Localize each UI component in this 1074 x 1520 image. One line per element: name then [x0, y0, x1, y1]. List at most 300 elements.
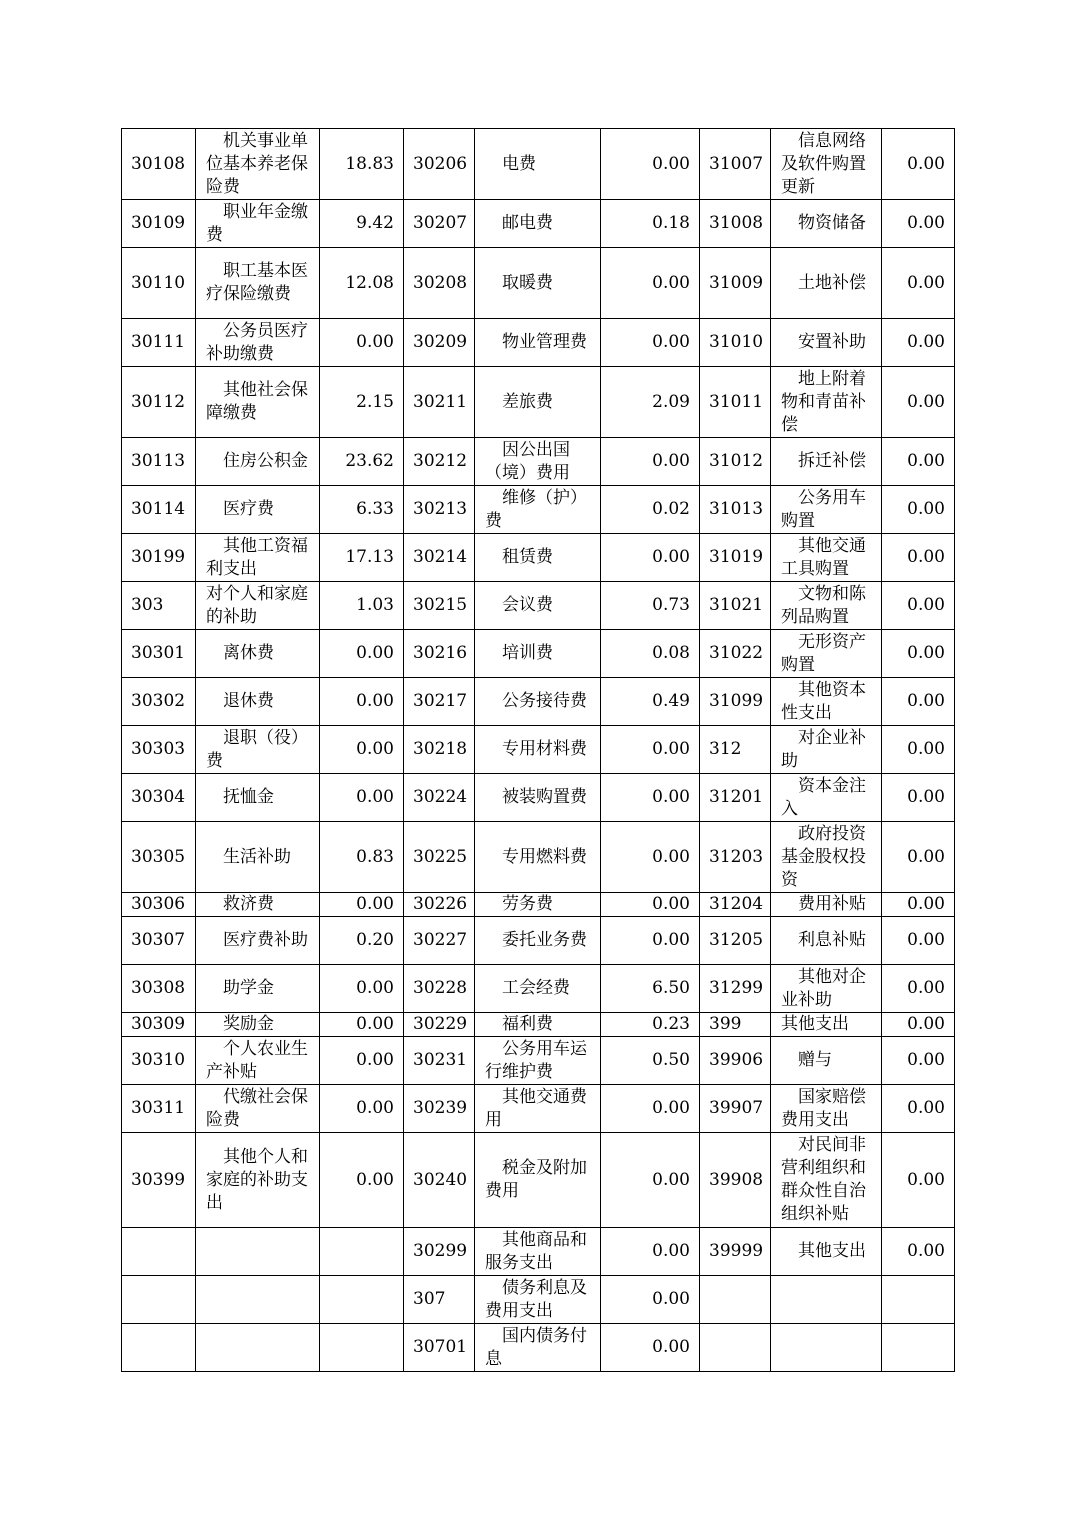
code-cell: 31019 — [700, 534, 771, 582]
name-cell — [475, 367, 601, 438]
name-cell — [196, 1085, 320, 1133]
code-cell: 31203 — [700, 822, 771, 893]
name-cell — [771, 319, 882, 367]
amount-cell: 6.33 — [320, 486, 404, 534]
name-cell — [771, 486, 882, 534]
name-cell — [771, 774, 882, 822]
table-row — [122, 1324, 955, 1372]
item-name: 维修（护）费 — [485, 487, 587, 531]
item-name: 政府投资基金股权投资 — [781, 823, 866, 890]
code-cell: 30299 — [404, 1228, 475, 1276]
item-name: 公务员医疗补助缴费 — [206, 320, 308, 364]
item-name: 劳务费 — [502, 894, 553, 914]
item-name: 地上附着物和青苗补偿 — [781, 368, 866, 435]
code-cell: 30213 — [404, 486, 475, 534]
item-name: 其他支出 — [781, 1014, 849, 1034]
item-name: 其他对企业补助 — [781, 966, 866, 1010]
code-cell — [700, 1324, 771, 1372]
amount-cell: 0.00 — [882, 1228, 955, 1276]
code-cell: 30110 — [122, 248, 196, 319]
code-cell: 30216 — [404, 630, 475, 678]
name-cell — [475, 486, 601, 534]
item-name: 其他交通费用 — [485, 1086, 587, 1130]
amount-cell: 2.09 — [601, 367, 700, 438]
code-cell: 30212 — [404, 438, 475, 486]
amount-cell: 0.00 — [601, 1133, 700, 1228]
code-cell: 30114 — [122, 486, 196, 534]
code-cell: 31008 — [700, 200, 771, 248]
amount-cell: 0.00 — [882, 630, 955, 678]
code-cell — [700, 1276, 771, 1324]
amount-cell — [882, 1276, 955, 1324]
item-name: 差旅费 — [502, 391, 553, 412]
name-cell — [475, 1085, 601, 1133]
table-row — [122, 319, 955, 367]
name-cell — [196, 367, 320, 438]
code-cell: 31205 — [700, 917, 771, 965]
amount-cell: 0.00 — [882, 486, 955, 534]
name-cell — [771, 917, 882, 965]
item-name: 其他资本性支出 — [781, 679, 866, 723]
code-cell: 31299 — [700, 965, 771, 1013]
code-cell: 30303 — [122, 726, 196, 774]
amount-cell: 0.00 — [320, 1085, 404, 1133]
amount-cell: 0.00 — [601, 774, 700, 822]
amount-cell: 0.00 — [320, 678, 404, 726]
item-name: 退职（役）费 — [206, 727, 308, 771]
amount-cell: 0.00 — [882, 1037, 955, 1085]
code-cell: 30207 — [404, 200, 475, 248]
item-name: 离休费 — [223, 643, 274, 663]
name-cell — [196, 630, 320, 678]
amount-cell: 0.00 — [882, 129, 955, 200]
code-cell: 30225 — [404, 822, 475, 893]
table-row — [122, 367, 955, 438]
code-cell: 31012 — [700, 438, 771, 486]
name-cell — [771, 630, 882, 678]
code-cell: 30211 — [404, 367, 475, 438]
code-cell — [122, 1276, 196, 1324]
name-cell — [196, 822, 320, 893]
code-cell: 30224 — [404, 774, 475, 822]
item-name: 文物和陈列品购置 — [781, 583, 866, 627]
name-cell — [475, 248, 601, 319]
table-row — [122, 726, 955, 774]
table-row — [122, 1133, 955, 1228]
amount-cell: 12.08 — [320, 248, 404, 319]
amount-cell: 0.00 — [882, 367, 955, 438]
name-cell — [196, 965, 320, 1013]
code-cell: 30228 — [404, 965, 475, 1013]
amount-cell: 0.23 — [601, 1013, 700, 1037]
amount-cell: 17.13 — [320, 534, 404, 582]
amount-cell: 0.00 — [882, 248, 955, 319]
name-cell — [196, 1037, 320, 1085]
code-cell: 31011 — [700, 367, 771, 438]
item-name: 退休费 — [223, 691, 274, 711]
amount-cell: 0.00 — [882, 726, 955, 774]
name-cell — [771, 893, 882, 917]
amount-cell: 0.08 — [601, 630, 700, 678]
code-cell: 30214 — [404, 534, 475, 582]
item-name: 机关事业单位基本养老保险费 — [206, 130, 308, 197]
name-cell — [475, 822, 601, 893]
name-cell — [475, 893, 601, 917]
name-cell — [196, 1276, 320, 1324]
code-cell: 31022 — [700, 630, 771, 678]
amount-cell: 0.73 — [601, 582, 700, 630]
item-name: 工会经费 — [502, 978, 570, 998]
code-cell: 30209 — [404, 319, 475, 367]
name-cell — [475, 534, 601, 582]
code-cell: 39906 — [700, 1037, 771, 1085]
amount-cell — [320, 1276, 404, 1324]
amount-cell: 0.00 — [320, 1013, 404, 1037]
table-row — [122, 582, 955, 630]
item-name: 其他支出 — [798, 1241, 866, 1261]
amount-cell: 0.00 — [882, 822, 955, 893]
name-cell — [475, 200, 601, 248]
amount-cell: 0.50 — [601, 1037, 700, 1085]
amount-cell: 6.50 — [601, 965, 700, 1013]
code-cell: 30231 — [404, 1037, 475, 1085]
item-name: 个人农业生产补贴 — [206, 1038, 308, 1082]
item-name: 对民间非营利组织和群众性自治组织补贴 — [781, 1135, 866, 1224]
item-name: 债务利息及费用支出 — [485, 1277, 587, 1321]
name-cell — [771, 1085, 882, 1133]
amount-cell: 0.00 — [601, 129, 700, 200]
code-cell: 30302 — [122, 678, 196, 726]
code-cell: 30306 — [122, 893, 196, 917]
name-cell — [771, 1037, 882, 1085]
item-name: 职业年金缴费 — [206, 201, 308, 245]
table-row — [122, 248, 955, 319]
amount-cell: 23.62 — [320, 438, 404, 486]
name-cell — [771, 534, 882, 582]
amount-cell: 0.00 — [601, 534, 700, 582]
name-cell — [196, 248, 320, 319]
amount-cell: 0.20 — [320, 917, 404, 965]
amount-cell: 1.03 — [320, 582, 404, 630]
code-cell: 30229 — [404, 1013, 475, 1037]
item-name: 其他个人和家庭的补助支出 — [206, 1146, 308, 1213]
amount-cell: 0.00 — [601, 248, 700, 319]
item-name: 利息补贴 — [798, 930, 866, 950]
code-cell — [122, 1228, 196, 1276]
name-cell — [771, 1133, 882, 1228]
name-cell — [475, 1133, 601, 1228]
name-cell — [771, 129, 882, 200]
name-cell — [196, 1228, 320, 1276]
name-cell — [196, 582, 320, 630]
item-name: 医疗费补助 — [223, 930, 308, 950]
amount-cell: 0.00 — [882, 774, 955, 822]
item-name: 取暖费 — [502, 272, 553, 293]
amount-cell: 0.00 — [601, 1276, 700, 1324]
amount-cell: 0.18 — [601, 200, 700, 248]
code-cell: 30112 — [122, 367, 196, 438]
amount-cell: 0.00 — [882, 319, 955, 367]
item-name: 抚恤金 — [223, 787, 274, 807]
item-name: 租赁费 — [502, 547, 553, 567]
code-cell: 30108 — [122, 129, 196, 200]
code-cell: 30239 — [404, 1085, 475, 1133]
code-cell: 30301 — [122, 630, 196, 678]
amount-cell: 0.00 — [320, 893, 404, 917]
amount-cell: 0.83 — [320, 822, 404, 893]
item-name: 其他工资福利支出 — [206, 535, 308, 579]
name-cell — [196, 534, 320, 582]
item-name: 公务用车购置 — [781, 487, 866, 531]
amount-cell: 0.02 — [601, 486, 700, 534]
code-cell: 30218 — [404, 726, 475, 774]
item-name: 专用燃料费 — [502, 846, 587, 867]
code-cell: 30310 — [122, 1037, 196, 1085]
name-cell — [196, 678, 320, 726]
table-row — [122, 1276, 955, 1324]
name-cell — [475, 678, 601, 726]
amount-cell: 0.00 — [601, 893, 700, 917]
amount-cell: 0.00 — [882, 534, 955, 582]
name-cell — [771, 582, 882, 630]
name-cell — [475, 1228, 601, 1276]
name-cell — [475, 319, 601, 367]
table-row — [122, 630, 955, 678]
table-row — [122, 917, 955, 965]
amount-cell: 18.83 — [320, 129, 404, 200]
item-name: 信息网络及软件购置更新 — [781, 130, 866, 197]
code-cell: 30240 — [404, 1133, 475, 1228]
code-cell: 30307 — [122, 917, 196, 965]
table-row — [122, 534, 955, 582]
amount-cell: 0.00 — [601, 726, 700, 774]
table-row — [122, 774, 955, 822]
code-cell: 30304 — [122, 774, 196, 822]
name-cell — [196, 893, 320, 917]
code-cell: 31201 — [700, 774, 771, 822]
name-cell — [196, 1324, 320, 1372]
amount-cell: 0.00 — [882, 1013, 955, 1037]
item-name: 职工基本医疗保险缴费 — [206, 261, 308, 304]
amount-cell: 0.00 — [601, 917, 700, 965]
amount-cell: 0.00 — [320, 965, 404, 1013]
item-name: 无形资产购置 — [781, 631, 866, 675]
item-name: 会议费 — [502, 595, 553, 615]
code-cell: 30311 — [122, 1085, 196, 1133]
code-cell: 30215 — [404, 582, 475, 630]
name-cell — [771, 1013, 882, 1037]
amount-cell: 0.00 — [882, 1133, 955, 1228]
code-cell: 303 — [122, 582, 196, 630]
item-name: 国家赔偿费用支出 — [781, 1086, 866, 1130]
name-cell — [196, 438, 320, 486]
item-name: 其他社会保障缴费 — [206, 380, 308, 423]
name-cell — [771, 1228, 882, 1276]
item-name: 被装购置费 — [502, 787, 587, 807]
name-cell — [196, 486, 320, 534]
amount-cell — [320, 1228, 404, 1276]
amount-cell: 0.00 — [320, 1133, 404, 1228]
item-name: 其他商品和服务支出 — [485, 1229, 587, 1273]
name-cell — [475, 630, 601, 678]
code-cell: 307 — [404, 1276, 475, 1324]
amount-cell: 0.00 — [601, 822, 700, 893]
item-name: 代缴社会保险费 — [206, 1086, 308, 1130]
amount-cell: 0.49 — [601, 678, 700, 726]
table-row — [122, 893, 955, 917]
code-cell: 30217 — [404, 678, 475, 726]
amount-cell: 0.00 — [601, 1324, 700, 1372]
amount-cell: 0.00 — [601, 1085, 700, 1133]
name-cell — [475, 1037, 601, 1085]
code-cell: 31010 — [700, 319, 771, 367]
item-name: 因公出国（境）费用 — [485, 439, 570, 483]
amount-cell — [882, 1324, 955, 1372]
item-name: 邮电费 — [502, 213, 553, 233]
code-cell: 30113 — [122, 438, 196, 486]
amount-cell: 0.00 — [320, 1037, 404, 1085]
name-cell — [771, 367, 882, 438]
item-name: 电费 — [502, 153, 536, 174]
table-row — [122, 200, 955, 248]
name-cell — [771, 438, 882, 486]
code-cell: 31021 — [700, 582, 771, 630]
item-name: 物业管理费 — [502, 332, 587, 352]
name-cell — [196, 129, 320, 200]
code-cell: 30399 — [122, 1133, 196, 1228]
code-cell: 31099 — [700, 678, 771, 726]
amount-cell: 0.00 — [882, 893, 955, 917]
name-cell — [771, 678, 882, 726]
amount-cell: 0.00 — [320, 726, 404, 774]
code-cell: 30305 — [122, 822, 196, 893]
code-cell: 30308 — [122, 965, 196, 1013]
name-cell — [196, 1133, 320, 1228]
table-row — [122, 486, 955, 534]
amount-cell: 0.00 — [882, 917, 955, 965]
code-cell: 30199 — [122, 534, 196, 582]
code-cell: 30701 — [404, 1324, 475, 1372]
name-cell — [196, 917, 320, 965]
item-name: 公务接待费 — [502, 691, 587, 711]
code-cell: 39999 — [700, 1228, 771, 1276]
item-name: 对个人和家庭的补助 — [206, 583, 308, 627]
table-row — [122, 1228, 955, 1276]
code-cell: 30309 — [122, 1013, 196, 1037]
item-name: 生活补助 — [223, 846, 291, 867]
table-row — [122, 965, 955, 1013]
item-name: 物资储备 — [798, 213, 866, 233]
item-name: 公务用车运行维护费 — [485, 1038, 587, 1082]
item-name: 培训费 — [502, 643, 553, 663]
item-name: 助学金 — [223, 978, 274, 998]
name-cell — [475, 917, 601, 965]
name-cell — [475, 129, 601, 200]
code-cell: 30226 — [404, 893, 475, 917]
table-row — [122, 822, 955, 893]
name-cell — [475, 726, 601, 774]
table-row — [122, 1085, 955, 1133]
code-cell: 30208 — [404, 248, 475, 319]
code-cell: 31007 — [700, 129, 771, 200]
budget-expenditure-table — [121, 128, 955, 1372]
name-cell — [475, 774, 601, 822]
name-cell — [196, 1013, 320, 1037]
name-cell — [196, 774, 320, 822]
name-cell — [771, 1276, 882, 1324]
code-cell: 399 — [700, 1013, 771, 1037]
item-name: 委托业务费 — [502, 930, 587, 950]
code-cell: 39908 — [700, 1133, 771, 1228]
name-cell — [771, 248, 882, 319]
name-cell — [196, 726, 320, 774]
table-row — [122, 1013, 955, 1037]
name-cell — [196, 200, 320, 248]
item-name: 税金及附加费用 — [485, 1158, 587, 1201]
amount-cell: 9.42 — [320, 200, 404, 248]
item-name: 土地补偿 — [798, 272, 866, 293]
amount-cell: 0.00 — [882, 582, 955, 630]
name-cell — [475, 965, 601, 1013]
item-name: 国内债务付息 — [485, 1325, 587, 1369]
name-cell — [771, 1324, 882, 1372]
code-cell: 30109 — [122, 200, 196, 248]
code-cell: 30206 — [404, 129, 475, 200]
amount-cell: 0.00 — [882, 965, 955, 1013]
amount-cell: 2.15 — [320, 367, 404, 438]
amount-cell: 0.00 — [320, 319, 404, 367]
table-row — [122, 438, 955, 486]
item-name: 专用材料费 — [502, 739, 587, 759]
amount-cell: 0.00 — [882, 1085, 955, 1133]
table-row — [122, 129, 955, 200]
item-name: 福利费 — [502, 1014, 553, 1034]
amount-cell: 0.00 — [320, 630, 404, 678]
item-name: 医疗费 — [223, 499, 274, 519]
code-cell: 39907 — [700, 1085, 771, 1133]
amount-cell: 0.00 — [320, 774, 404, 822]
amount-cell: 0.00 — [601, 438, 700, 486]
item-name: 救济费 — [223, 894, 274, 914]
item-name: 费用补贴 — [798, 894, 866, 914]
item-name: 奖励金 — [223, 1014, 274, 1034]
code-cell: 312 — [700, 726, 771, 774]
code-cell: 31204 — [700, 893, 771, 917]
amount-cell: 0.00 — [882, 200, 955, 248]
amount-cell: 0.00 — [601, 319, 700, 367]
item-name: 安置补助 — [798, 332, 866, 352]
amount-cell: 0.00 — [882, 438, 955, 486]
name-cell — [475, 1013, 601, 1037]
table-body — [122, 129, 955, 1372]
code-cell: 30111 — [122, 319, 196, 367]
amount-cell: 0.00 — [882, 678, 955, 726]
name-cell — [771, 965, 882, 1013]
amount-cell — [320, 1324, 404, 1372]
name-cell — [196, 319, 320, 367]
name-cell — [475, 1276, 601, 1324]
item-name: 拆迁补偿 — [798, 451, 866, 471]
item-name: 其他交通工具购置 — [781, 535, 866, 579]
code-cell — [122, 1324, 196, 1372]
name-cell — [771, 822, 882, 893]
code-cell: 31013 — [700, 486, 771, 534]
name-cell — [771, 726, 882, 774]
item-name: 住房公积金 — [223, 451, 308, 471]
table-row — [122, 678, 955, 726]
name-cell — [475, 1324, 601, 1372]
name-cell — [475, 438, 601, 486]
